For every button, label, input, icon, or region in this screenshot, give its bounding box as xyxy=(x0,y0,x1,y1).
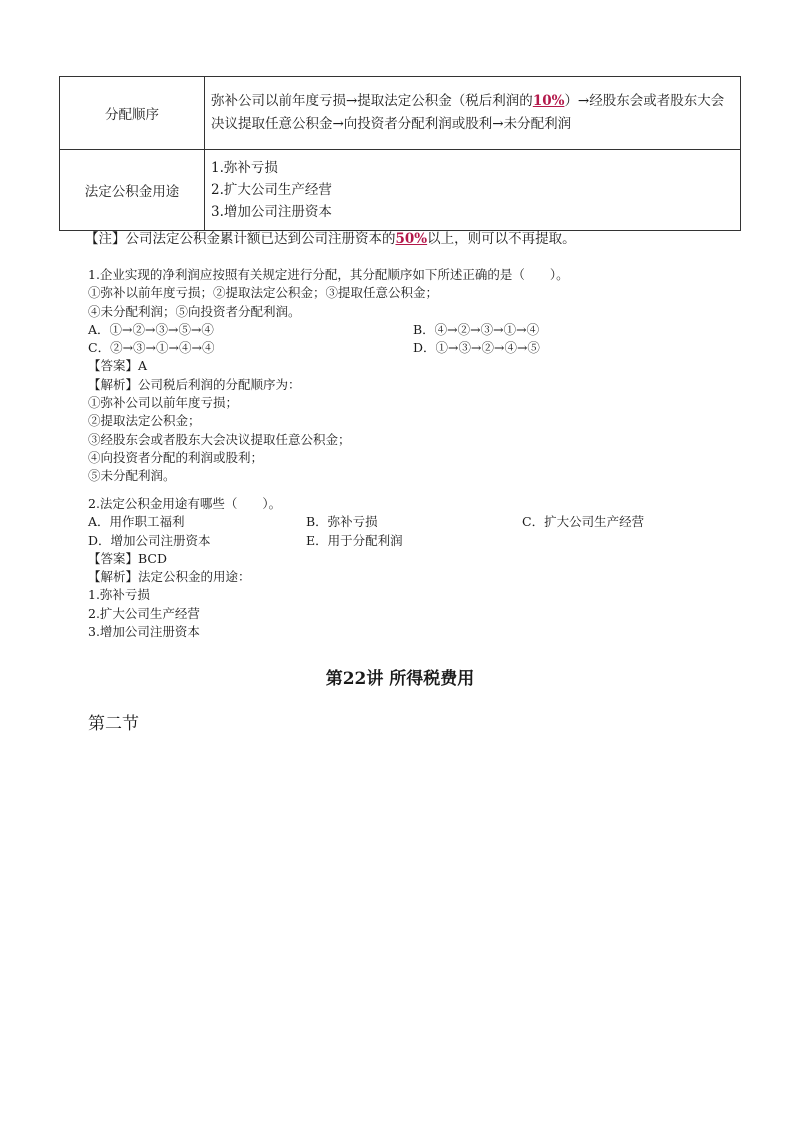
option-c: C．②→③→①→④→④ xyxy=(88,340,215,356)
list-item: 3.增加公司注册资本 xyxy=(211,204,332,220)
options-row xyxy=(88,532,403,550)
row-label: 法定公积金用途 xyxy=(60,150,205,231)
note-paragraph xyxy=(85,228,576,250)
analysis-line: ②提取法定公积金； xyxy=(88,413,201,429)
question-2 xyxy=(88,495,645,641)
question-stem: 2.法定公积金用途有哪些（ ）。 xyxy=(88,496,282,511)
option-b: B．弥补亏损 xyxy=(306,514,378,530)
option-d: D．增加公司注册资本 xyxy=(88,532,211,548)
table-row xyxy=(60,77,741,150)
analysis-line: ⑤未分配利润。 xyxy=(88,468,176,484)
highlight-percent: 50% xyxy=(395,231,428,247)
distribution-order-text: 弥补公司以前年度亏损→提取法定公积金（税后利润的 xyxy=(211,93,533,109)
analysis-line: 2.扩大公司生产经营 xyxy=(88,605,200,621)
list-item: 2.扩大公司生产经营 xyxy=(211,182,332,198)
list-item: 1.弥补亏损 xyxy=(211,160,278,176)
profit-distribution-table xyxy=(59,76,741,231)
subsection-heading: 第二节 xyxy=(88,714,139,734)
analysis-line: ④向投资者分配的利润或股利； xyxy=(88,449,264,465)
answer: 【答案】A xyxy=(88,358,148,374)
distribution-order-text-cont: ）→经股东会或者股东大会决议提取任意公积金→向投资者分配利润或股利→未分配利润 xyxy=(211,93,725,132)
analysis-line: ①弥补公司以前年度亏损； xyxy=(88,395,239,411)
analysis-line: 3.增加公司注册资本 xyxy=(88,624,200,640)
answer: 【答案】BCD xyxy=(88,550,168,566)
highlight-percent: 10% xyxy=(532,93,565,109)
option-c: C．扩大公司生产经营 xyxy=(522,514,645,530)
question-stem-line: ①弥补以前年度亏损；②提取法定公积金；③提取任意公积金； xyxy=(88,285,439,301)
note-text-cont: 以上，则可以不再提取。 xyxy=(427,231,576,247)
row-label: 分配顺序 xyxy=(60,77,205,150)
analysis-line: ③经股东会或者股东大会决议提取任意公积金； xyxy=(88,431,351,447)
options-row xyxy=(88,321,569,339)
section-heading: 第22讲 所得税费用 xyxy=(325,669,475,689)
row-content xyxy=(205,77,741,150)
note-text: 【注】公司法定公积金累计额已达到公司注册资本的 xyxy=(85,231,396,247)
row-content xyxy=(205,150,741,231)
option-e: E．用于分配利润 xyxy=(306,532,403,548)
table-row xyxy=(60,150,741,231)
option-b: B．④→②→③→①→④ xyxy=(413,321,540,337)
analysis-line: 【解析】公司税后利润的分配顺序为： xyxy=(88,376,301,392)
option-a: A．①→②→③→⑤→④ xyxy=(88,321,214,337)
analysis-line: 【解析】法定公积金的用途： xyxy=(88,569,251,585)
question-stem-line: ④未分配利润；⑤向投资者分配利润。 xyxy=(88,303,301,319)
option-a: A．用作职工福利 xyxy=(88,514,185,530)
question-1 xyxy=(88,266,569,486)
question-stem: 1.企业实现的净利润应按照有关规定进行分配，其分配顺序如下所述正确的是（ ）。 xyxy=(88,267,569,282)
options-row xyxy=(88,513,645,531)
option-d: D．①→③→②→④→⑤ xyxy=(413,340,540,356)
options-row xyxy=(88,339,569,357)
analysis-line: 1.弥补亏损 xyxy=(88,587,150,603)
